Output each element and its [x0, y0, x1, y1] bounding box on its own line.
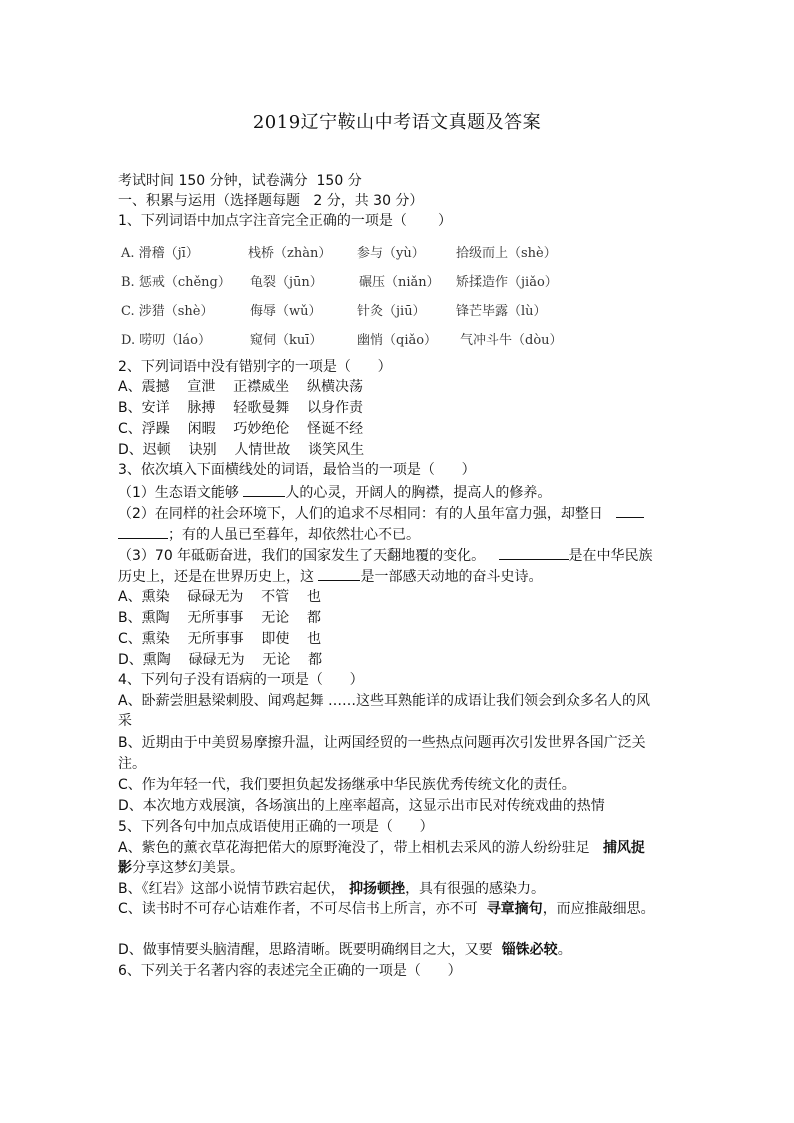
q4-option-d: D、本次地方戏展演，各场演出的上座率超高，这显示出市民对传统戏曲的热情 [118, 798, 605, 814]
q1-option: D. 唠叨（láo） [121, 333, 211, 348]
blank-line [499, 547, 569, 560]
text: 分享这梦幻美景。 [132, 860, 244, 876]
text: 是一部感天动地的奋斗史诗。 [360, 569, 543, 585]
text: D、做事情要头脑清醒，思路清晰。既要明确纲目之大，又要 [118, 942, 502, 958]
q4-option-a-cont: 采 [118, 713, 132, 729]
q2-option: C、浮躁 闲暇 巧妙绝伦 怪诞不经 [118, 421, 364, 437]
q3-option: A、熏染 碌碌无为 不管 也 [118, 589, 321, 605]
q1-option: 碾压（niǎn） [359, 275, 440, 290]
idiom-bold: 影 [118, 860, 132, 876]
idiom-bold: 寻章摘句 [486, 901, 543, 917]
text: ；有的人虽已至暮年，却依然壮心不已。 [168, 527, 420, 543]
q5-option-a-cont [118, 860, 244, 876]
text: B、《红岩》这部小说情节跌宕起伏， [118, 881, 350, 897]
text: （2）在同样的社会环境下，人们的追求不尽相同：有的人虽年富力强，却整日 [118, 506, 617, 522]
q1-option: 窥伺（kuī） [250, 333, 323, 348]
q1-option: B. 惩戒（chěng） [121, 275, 231, 290]
q4-option-b-cont: 注。 [118, 756, 146, 772]
q5-option-a [118, 840, 645, 856]
text: 历史上，还是在世界历史上，这 [118, 569, 319, 585]
text: 是在中华民族 [568, 548, 653, 564]
q1-option: 拾级而上（shè） [456, 246, 557, 261]
text: 人的心灵，开阔人的胸襟，提高人的修养。 [285, 485, 552, 501]
q3-option: C、熏染 无所事事 即使 也 [118, 631, 322, 647]
q5-option-b [118, 881, 545, 897]
question-4-stem: 4、下列句子没有语病的一项是（ ） [118, 672, 364, 688]
text: A、紫色的薰衣草花海把偌大的原野淹没了，带上相机去采风的游人纷纷驻足 [118, 840, 603, 856]
idiom-bold: 捕风捉 [602, 840, 645, 856]
q1-option: A. 滑稽（jī） [121, 246, 199, 261]
q1-option: 锋芒毕露（lù） [456, 304, 547, 319]
q4-option-c: C、作为年轻一代，我们要担负起发扬继承中华民族优秀传统文化的责任。 [118, 777, 576, 793]
q2-option: A、震撼 宣泄 正襟威坐 纵横决荡 [118, 379, 363, 395]
blank-line [318, 568, 360, 581]
q1-option: 参与（yù） [357, 246, 425, 261]
q5-option-c [118, 901, 655, 917]
q1-option: 栈桥（zhàn） [248, 246, 332, 261]
q1-option: 幽悄（qiǎo） [357, 333, 438, 348]
text: （1）生态语文能够 [118, 485, 244, 501]
section-heading: 一、积累与运用（选择题每题 2 分，共 30 分） [118, 193, 424, 209]
blank-line [118, 526, 168, 539]
q3-sentence-2-cont [118, 526, 420, 543]
text: 。 [557, 942, 572, 958]
q1-option: C. 涉猎（shè） [121, 304, 214, 319]
q3-sentence-3-cont [118, 568, 542, 585]
q3-sentence-3 [118, 547, 653, 564]
idiom-bold: 锱铢必较 [501, 942, 558, 958]
blank-line [243, 484, 285, 497]
q4-option-b: B、近期由于中美贸易摩擦升温，让两国经贸的一些热点问题再次引发世界各国广泛关 [118, 735, 646, 751]
q1-option: 气冲斗牛（dòu） [460, 333, 563, 348]
text: C、读书时不可存心诘难作者，不可尽信书上所言，亦不可 [118, 901, 487, 917]
q1-option: 针灸（jiū） [357, 304, 426, 319]
text: ，而应推敲细思。 [542, 901, 655, 917]
question-2-stem: 2、下列词语中没有错别字的一项是（ ） [118, 359, 392, 375]
text: （3）70 年砥砺奋进，我们的国家发生了天翻地覆的变化。 [118, 548, 499, 564]
q4-option-a: A、卧薪尝胆悬梁刺股、闻鸡起舞 ……这些耳熟能详的成语让我们领会到众多名人的风 [118, 693, 651, 709]
q5-option-d [118, 942, 572, 958]
page-title: 2019辽宁鞍山中考语文真题及答案 [252, 112, 542, 133]
text: ，具有很强的感染力。 [405, 881, 546, 897]
q3-option: B、熏陶 无所事事 无论 都 [118, 610, 322, 626]
q3-sentence-1 [118, 484, 551, 501]
q1-option: 矫揉造作（jiǎo） [456, 275, 558, 290]
exam-info: 考试时间 150 分钟，试卷满分 150 分 [118, 173, 362, 189]
question-3-stem: 3、依次填入下面横线处的词语，最恰当的一项是（ ） [118, 462, 476, 478]
blank-line [616, 505, 644, 518]
q2-option: B、安详 脉搏 轻歌曼舞 以身作责 [118, 400, 364, 416]
q3-sentence-2 [118, 505, 644, 522]
question-6-stem: 6、下列关于名著内容的表述完全正确的一项是（ ） [118, 963, 462, 979]
q1-option: 龟裂（jūn） [250, 275, 323, 290]
q1-option: 侮辱（wǔ） [250, 304, 322, 319]
q2-option: D、迟顿 诀别 人情世故 谈笑风生 [118, 442, 365, 458]
question-5-stem: 5、下列各句中加点成语使用正确的一项是（ ） [118, 819, 434, 835]
q3-option: D、熏陶 碌碌无为 无论 都 [118, 652, 323, 668]
question-1-stem: 1、下列词语中加点字注音完全正确的一项是（ ） [118, 213, 453, 229]
idiom-bold: 抑扬顿挫 [349, 881, 406, 897]
